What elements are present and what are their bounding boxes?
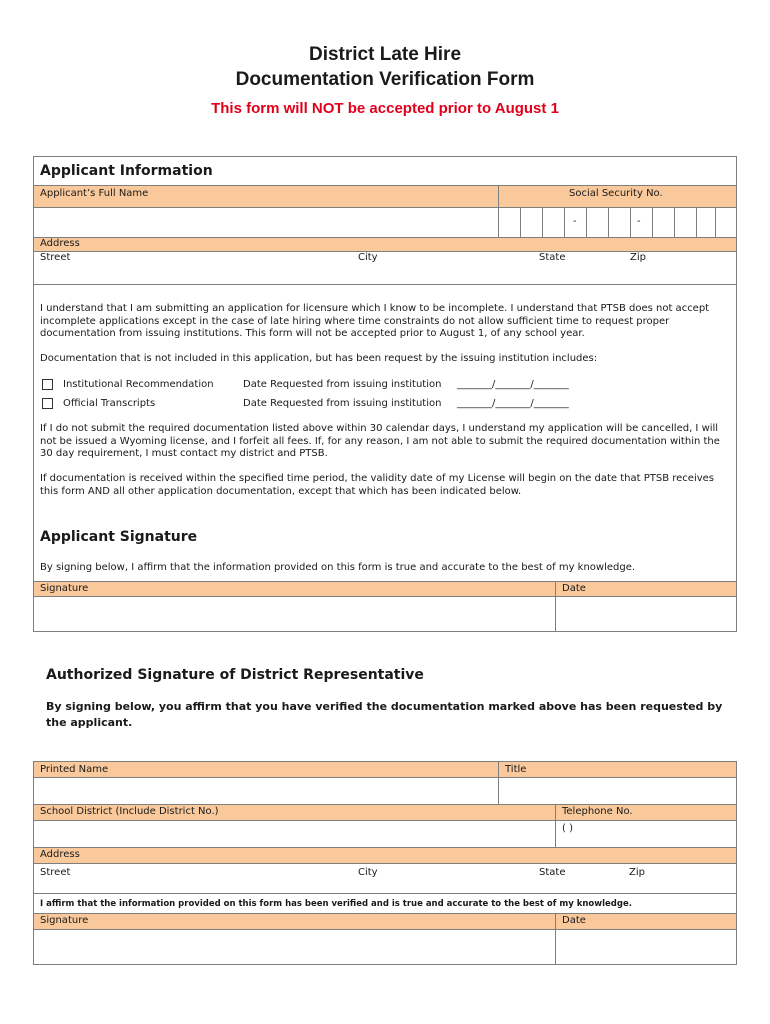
full-name-label: Applicant’s Full Name: [40, 188, 149, 199]
applicant-date-field[interactable]: [557, 597, 735, 631]
date-requested-blank-2[interactable]: _______/_______/_______: [457, 398, 569, 409]
district-street-label: Street: [40, 867, 71, 878]
signature-label-row: [34, 581, 736, 597]
institutional-recommendation-checkbox[interactable]: [42, 379, 53, 390]
district-city-label: City: [358, 867, 378, 878]
school-district-field[interactable]: [35, 821, 554, 847]
date-requested-label-1: Date Requested from issuing institution: [243, 379, 442, 390]
telephone-label: Telephone No.: [562, 806, 633, 817]
date-requested-label-2: Date Requested from issuing institution: [243, 398, 442, 409]
state-label: State: [539, 252, 566, 263]
district-representative-heading: Authorized Signature of District Representative: [46, 667, 424, 683]
ssn-field[interactable]: [499, 208, 736, 237]
printed-name-label: Printed Name: [40, 764, 109, 775]
statement-paragraph-2: Documentation that is not included in this application, but has been request by the issuing institution includes:: [40, 353, 598, 364]
telephone-field[interactable]: ( ): [562, 823, 573, 834]
ssn-dash-1: -: [573, 216, 577, 227]
address-field[interactable]: [35, 264, 735, 284]
printed-name-field[interactable]: [35, 778, 497, 804]
ssn-label: Social Security No.: [569, 188, 663, 199]
address-label: Address: [40, 238, 80, 249]
statement-paragraph-3: If I do not submit the required documentation listed above within 30 calendar days, I understand my application will be cancelled, I will not be issued a Wyoming license, and I forfeit all fees. If, for any reason, I am not able to submit the required documentation within the 30 day requirement, I must contact my district and PTSB.: [40, 423, 720, 459]
warning-text: This form will NOT be accepted prior to August 1: [211, 100, 559, 117]
form-title-line2: Documentation Verification Form: [235, 69, 535, 90]
verified-affirm-text: I affirm that the information provided on this form has been verified and is true and accurate to the best of my knowledge.: [40, 899, 632, 909]
institutional-recommendation-label: Institutional Recommendation: [63, 379, 214, 390]
applicant-signature-field[interactable]: [35, 597, 554, 631]
district-date-label: Date: [562, 915, 586, 926]
date-requested-blank-1[interactable]: _______/_______/_______: [457, 379, 569, 390]
address-label-bar: [34, 237, 736, 252]
district-state-label: State: [539, 867, 566, 878]
district-address-label: Address: [40, 849, 80, 860]
city-label: City: [358, 252, 378, 263]
statement-paragraph-1: I understand that I am submitting an application for licensure which I know to be incomplete. I understand that PTSB does not accept incomplete applications except in the case of late hiring where time constraints do not allow sufficient time to request proper documentation from issuing institutions. This form will not be accepted prior to August 1, of any school year.: [40, 303, 710, 339]
form-title-line1: District Late Hire: [308, 44, 462, 65]
zip-label: Zip: [630, 252, 646, 263]
applicant-information-heading: Applicant Information: [40, 163, 213, 179]
district-signature-field[interactable]: [35, 930, 554, 964]
district-zip-label: Zip: [629, 867, 645, 878]
applicant-affirm-text: By signing below, I affirm that the information provided on this form is true and accurate to the best of my knowledge.: [40, 562, 636, 573]
title-field[interactable]: [500, 778, 735, 804]
applicant-signature-heading: Applicant Signature: [40, 529, 198, 545]
statement-paragraph-4: If documentation is received within the specified time period, the validity date of my License will begin on the date that PTSB receives this form AND all other application documentation, except that which has been indicated below.: [40, 473, 714, 497]
title-label: Title: [505, 764, 527, 775]
signature-label: Signature: [40, 583, 89, 594]
full-name-field[interactable]: [35, 208, 497, 236]
official-transcripts-label: Official Transcripts: [63, 398, 156, 409]
district-address-field[interactable]: [35, 879, 735, 893]
district-date-field[interactable]: [557, 930, 735, 964]
district-signature-label: Signature: [40, 915, 89, 926]
school-district-label: School District (Include District No.): [40, 806, 219, 817]
official-transcripts-checkbox[interactable]: [42, 398, 53, 409]
ssn-dash-2: -: [637, 216, 641, 227]
street-label: Street: [40, 252, 71, 263]
district-affirm-text: By signing below, you affirm that you have verified the documentation marked above has been requested by the applicant.: [46, 700, 723, 729]
date-label: Date: [562, 583, 586, 594]
